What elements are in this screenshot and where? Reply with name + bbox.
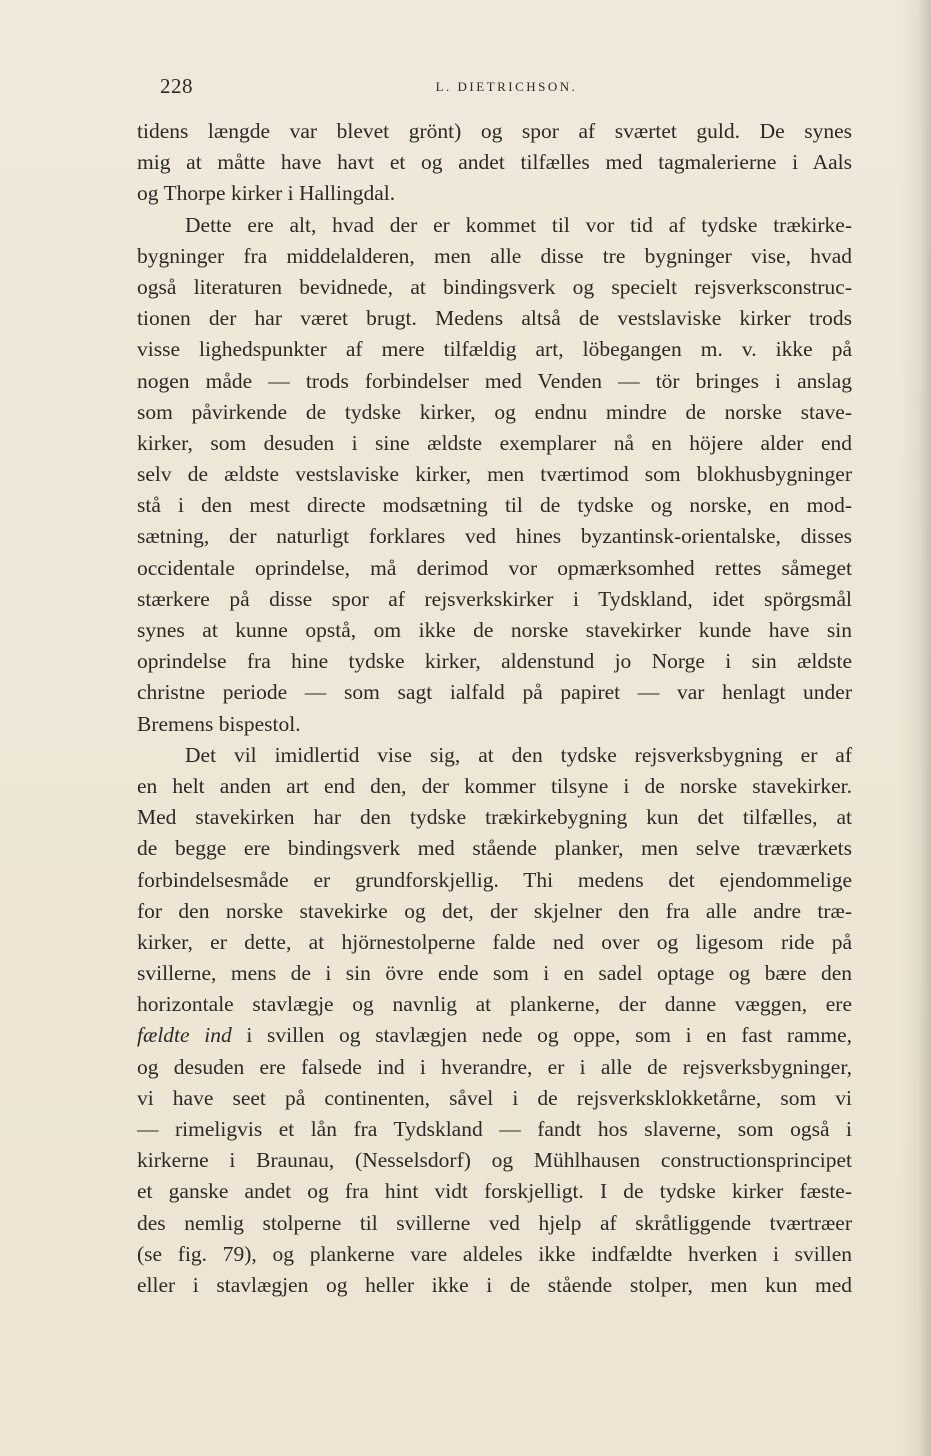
text-line: kirker, er dette, at hjörnestolperne falde ned over og ligesom ride på: [137, 929, 852, 954]
text-line: synes at kunne opstå, om ikke de norske stavekirker kunde have sin: [137, 618, 852, 642]
text-line: bygninger fra middelalderen, men alle disse tre bygninger vise, hvad: [137, 243, 852, 268]
text-line-rest: i svillen og stavlægjen nede og oppe, som i en fast ramme,: [231, 1023, 852, 1048]
text-line: og desuden ere falsede ind i hverandre, er i alle de rejsverksbygninger,: [137, 1054, 852, 1079]
text-line: Dette ere alt, hvad der er kommet til vor tid af tydske trækirke-: [185, 212, 852, 237]
text-line: som påvirkende de tydske kirker, og endnu mindre de norske stave-: [137, 399, 852, 424]
text-line: oprindelse fra hine tydske kirker, aldenstund jo Norge i sin ældste: [137, 649, 852, 674]
text-line: for den norske stavekirke og det, der skjelner den fra alle andre træ-: [137, 898, 852, 923]
text-line: [137, 1020, 852, 1051]
text-line: nogen måde — trods forbindelser med Venden — tör bringes i anslag: [137, 368, 852, 393]
text-line: kirker, som desuden i sine ældste exemplarer nå en höjere alder end: [137, 430, 852, 455]
running-head: L. DIETRICHSON.: [435, 79, 578, 94]
text-line: selv de ældste vestslaviske kirker, men tværtimod som blokhusbygninger: [137, 462, 852, 487]
text-line: christne periode — som sagt ialfald på papiret — var henlagt under: [137, 680, 852, 705]
page-edge-shadow: [901, 0, 931, 1456]
italic-phrase: fældte ind: [137, 1023, 232, 1048]
text-line: tidens længde var blevet grönt) og spor af sværtet guld. De synes: [137, 119, 852, 143]
text-line: sætning, der naturligt forklares ved hines byzantinsk-orientalske, disses: [137, 524, 852, 549]
text-line: Det vil imidlertid vise sig, at den tydske rejsverksbygning er af: [185, 742, 852, 767]
text-line: også literaturen bevidnede, at bindingsverk og specielt rejsverksconstruc-: [137, 274, 852, 299]
body-text: [137, 116, 852, 1301]
text-line: occidentale oprindelse, må derimod vor opmærksomhed rettes såmeget: [137, 555, 852, 580]
text-line: vi have seet på continenten, såvel i de rejsverksklokketårne, som vi: [137, 1085, 852, 1110]
text-line: et ganske andet og fra hint vidt forskjelligt. I de tydske kirker fæste-: [137, 1179, 852, 1204]
text-line: svillerne, mens de i sin övre ende som i en sadel optage og bære den: [137, 961, 852, 986]
text-line: stå i den mest directe modsætning til de tydske og norske, en mod-: [137, 493, 852, 518]
page-header: [160, 74, 853, 102]
text-line: visse lighedspunkter af mere tilfældig art, löbegangen m. v. ikke på: [137, 337, 852, 362]
text-line: forbindelsesmåde er grundforskjellig. Thi medens det ejendommelige: [137, 867, 852, 892]
text-line: en helt anden art end den, der kommer tilsyne i de norske stavekirker.: [137, 773, 852, 798]
text-line: kirkerne i Braunau, (Nesselsdorf) og Mühlhausen constructionsprincipet: [137, 1148, 852, 1173]
text-line: — rimeligvis et lån fra Tydskland — fandt hos slaverne, som også i: [137, 1117, 852, 1141]
text-line: mig at måtte have havt et og andet tilfælles med tagmalerierne i Aals: [137, 150, 852, 175]
text-line: horizontale stavlægje og navnlig at plankerne, der danne væggen, ere: [137, 992, 852, 1017]
text-line: Med stavekirken har den tydske trækirkebygning kun det tilfælles, at: [137, 805, 852, 830]
text-line: tionen der har været brugt. Medens altså de vestslaviske kirker trods: [137, 306, 852, 331]
text-line: eller i stavlægjen og heller ikke i de stående stolper, men kun med: [137, 1272, 852, 1297]
text-line: des nemlig stolperne til svillerne ved hjelp af skråtliggende tværtræer: [137, 1210, 852, 1235]
text-line: stærkere på disse spor af rejsverkskirker i Tydskland, idet spörgsmål: [137, 586, 852, 611]
text-line: Bremens bispestol.: [137, 711, 301, 736]
page-number: 228: [160, 74, 193, 98]
text-line: (se fig. 79), og plankerne vare aldeles ikke indfældte hverken i svillen: [137, 1241, 852, 1266]
text-line: de begge ere bindingsverk med stående planker, men selve træværkets: [137, 836, 852, 861]
text-line: og Thorpe kirker i Hallingdal.: [137, 181, 396, 206]
